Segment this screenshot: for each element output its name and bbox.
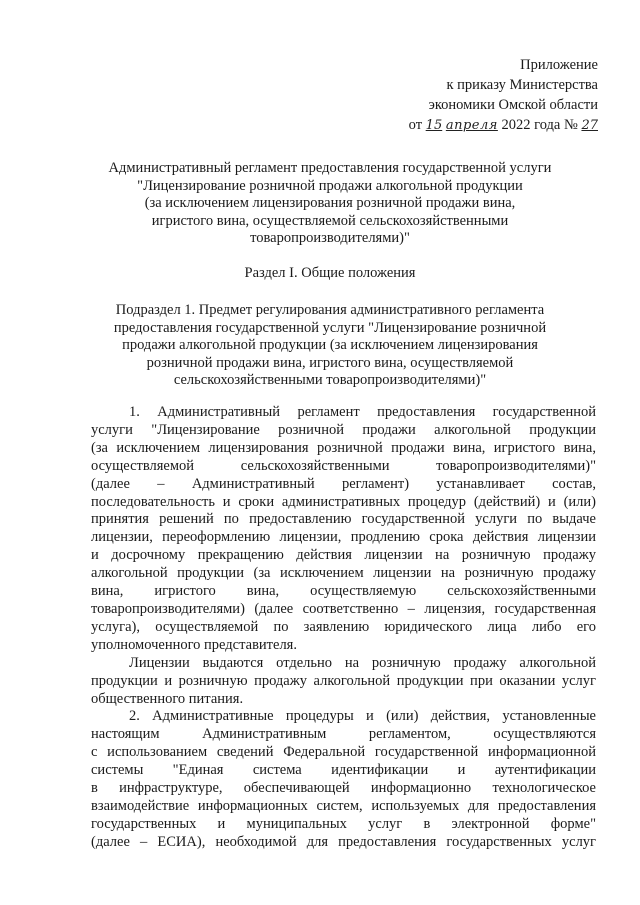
- text-line: настоящим Административным регламентом, осуществляются: [91, 726, 596, 743]
- text-line: осуществляемой сельскохозяйственными товаропроизводителями)": [91, 457, 596, 474]
- text-line: Лицензии выдаются отдельно на розничную продажу алкогольной: [129, 654, 596, 671]
- section-title: Раздел I. Общие положения: [244, 265, 416, 281]
- text-line: товаропроизводителями) (далее соответственно – лицензия, государственная: [91, 600, 596, 617]
- text-line: в инфраструктуре, обеспечивающей информационно технологическое: [91, 780, 596, 797]
- text-line: с использованием сведений Федеральной государственной информационной: [91, 744, 596, 761]
- paragraph-1: [91, 404, 596, 655]
- annex-block: [409, 55, 598, 136]
- subsection-line: предоставления государственной услуги "Лицензирование розничной: [113, 319, 547, 336]
- title-line: "Лицензирование розничной продажи алкогольной продукции: [137, 177, 523, 194]
- text-line: (далее – Административный регламент) устанавливает состав,: [91, 475, 596, 492]
- annex-line: экономики Омской области: [428, 97, 598, 113]
- handwritten-day: 15: [425, 118, 443, 133]
- title-line: Административный регламент предоставления государственной услуги: [108, 160, 552, 176]
- text-line: услуги "Лицензирование розничной продажи алкогольной продукции: [91, 421, 596, 438]
- subsection-line: розничной продажи вина, игристого вина, осуществляемой: [146, 354, 514, 371]
- text-line: услуга), осуществляемой по заявлению юридического лица либо его: [91, 618, 596, 635]
- text-line: (за исключением лицензирования розничной продажи вина, игристого вина,: [91, 439, 596, 456]
- subsection-line: продажи алкогольной продукции (за исключением лицензирования: [122, 337, 538, 353]
- text-line: общественного питания.: [91, 690, 244, 707]
- text-line: 1. Административный регламент предоставления государственной: [129, 404, 596, 420]
- subsection-line: Подраздел 1. Предмет регулирования административного регламента: [115, 302, 545, 318]
- paragraph-2: [91, 655, 596, 709]
- text-line: продукции и розничную продажу алкогольной продукции при оказании услуг: [91, 672, 596, 689]
- body-text: [91, 404, 596, 852]
- text-line: последовательность и сроки административных процедур (действий) и (или): [91, 493, 596, 510]
- title-line: игристого вина, осуществляемой сельскохозяйственными: [151, 212, 509, 229]
- text-line: взаимодействие информационных систем, используемых для предоставления: [91, 797, 596, 814]
- text-line: принятия решений по предоставлению государственной услуги по выдаче: [91, 511, 596, 528]
- text-line: вина, игристого вина, осуществляемую сельскохозяйственными: [91, 583, 596, 600]
- title-line: (за исключением лицензирования розничной продажи вина,: [144, 195, 516, 211]
- annex-year-text: 2022 года №: [501, 117, 578, 133]
- title-line: товаропроизводителями)": [250, 230, 410, 246]
- handwritten-number: 27: [581, 118, 598, 133]
- text-line: лицензии, переоформлению лицензии, продлению срока действия лицензии: [91, 529, 596, 546]
- subsection-line: сельскохозяйственными товаропроизводителями)": [173, 372, 487, 388]
- text-line: уполномоченного представителя.: [91, 636, 297, 653]
- subsection-heading: [60, 302, 600, 390]
- text-line: (далее – ЕСИА), необходимой для предоставления государственных услуг: [91, 833, 596, 850]
- annex-date-line: [409, 115, 598, 136]
- text-line: алкогольной продукции (за исключением лицензии на розничную продажу: [91, 565, 596, 582]
- annex-line: Приложение: [520, 57, 598, 73]
- annex-line: к приказу Министерства: [446, 77, 598, 93]
- text-line: системы "Единая система идентификации и аутентификации: [91, 762, 596, 779]
- text-line: государственных и муниципальных услуг в электронной форме": [91, 815, 596, 832]
- handwritten-month: апреля: [445, 118, 498, 133]
- text-line: и досрочному прекращению действия лицензии на розничную продажу: [91, 547, 596, 564]
- paragraph-3: [91, 708, 596, 851]
- annex-from-label: от: [408, 117, 423, 133]
- document-title: [60, 160, 600, 248]
- section-heading: [60, 265, 600, 283]
- text-line: 2. Административные процедуры и (или) действия, установленные: [129, 708, 596, 725]
